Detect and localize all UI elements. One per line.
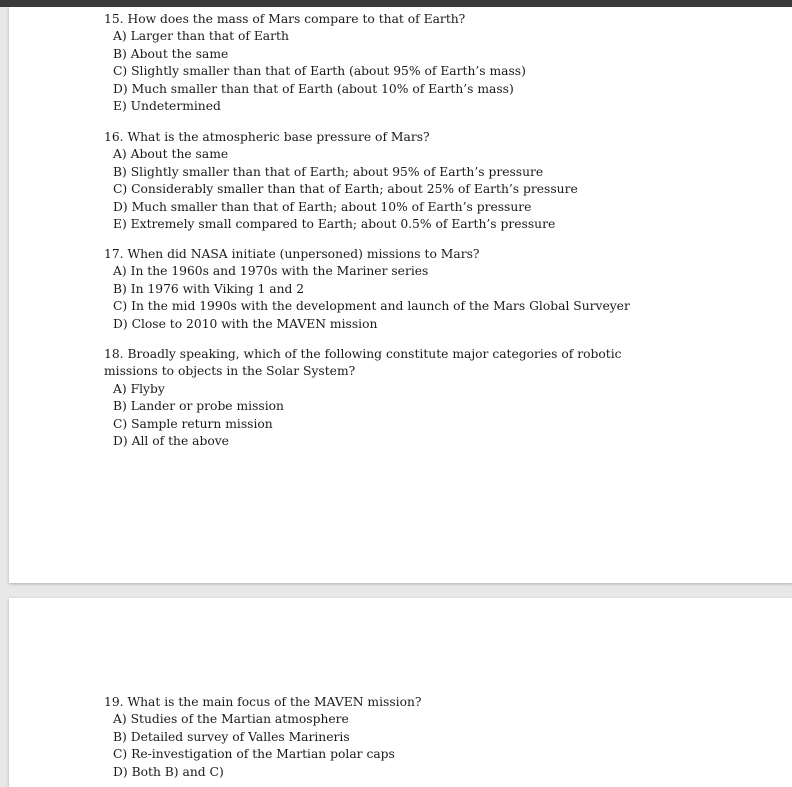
question-15 [104,11,684,115]
question-17 [104,246,684,333]
answer-option: B) About the same [113,46,229,61]
answer-option: C) Re-investigation of the Martian polar caps [113,747,395,762]
document-page-1 [9,7,792,583]
answer-option: B) In 1976 with Viking 1 and 2 [113,281,305,296]
question-stem: 18. Broadly speaking, which of the following constitute major categories of robotic missions to objects in the Solar System? [104,347,622,379]
answer-option: A) Larger than that of Earth [113,29,289,44]
question-16 [104,129,684,233]
answer-option: D) Both B) and C) [113,764,224,779]
answer-option: A) Flyby [113,381,165,396]
answer-option: D) Much smaller than that of Earth; about 10% of Earth’s pressure [113,199,532,214]
question-19 [104,694,684,781]
answer-option: D) Much smaller than that of Earth (about 10% of Earth’s mass) [113,81,514,96]
answer-option: C) Considerably smaller than that of Earth; about 25% of Earth’s pressure [113,182,578,197]
question-stem: 19. What is the main focus of the MAVEN mission? [104,695,422,709]
question-stem: 17. When did NASA initiate (unpersoned) missions to Mars? [104,247,480,261]
answer-option: A) Studies of the Martian atmosphere [113,712,349,727]
answer-option: C) Slightly smaller than that of Earth (about 95% of Earth’s mass) [113,64,526,79]
question-stem: 16. What is the atmospheric base pressure of Mars? [104,130,430,144]
document-page-2 [9,598,792,787]
answer-option: A) In the 1960s and 1970s with the Mariner series [113,264,429,279]
answer-option: A) About the same [113,147,229,162]
toolbar-edge [0,0,792,7]
answer-option: C) In the mid 1990s with the development and launch of the Mars Global Surveyer [113,299,630,314]
answer-option: D) Close to 2010 with the MAVEN mission [113,316,378,331]
answer-option: D) All of the above [113,434,229,449]
answer-option: E) Extremely small compared to Earth; about 0.5% of Earth’s pressure [113,217,556,232]
answer-option: B) Lander or probe mission [113,399,284,414]
question-stem: 15. How does the mass of Mars compare to that of Earth? [104,12,466,26]
answer-option: B) Detailed survey of Valles Marineris [113,729,350,744]
answer-option: E) Undetermined [113,99,221,114]
answer-option: B) Slightly smaller than that of Earth; about 95% of Earth’s pressure [113,164,544,179]
answer-option: C) Sample return mission [113,416,273,431]
question-18 [104,346,679,450]
